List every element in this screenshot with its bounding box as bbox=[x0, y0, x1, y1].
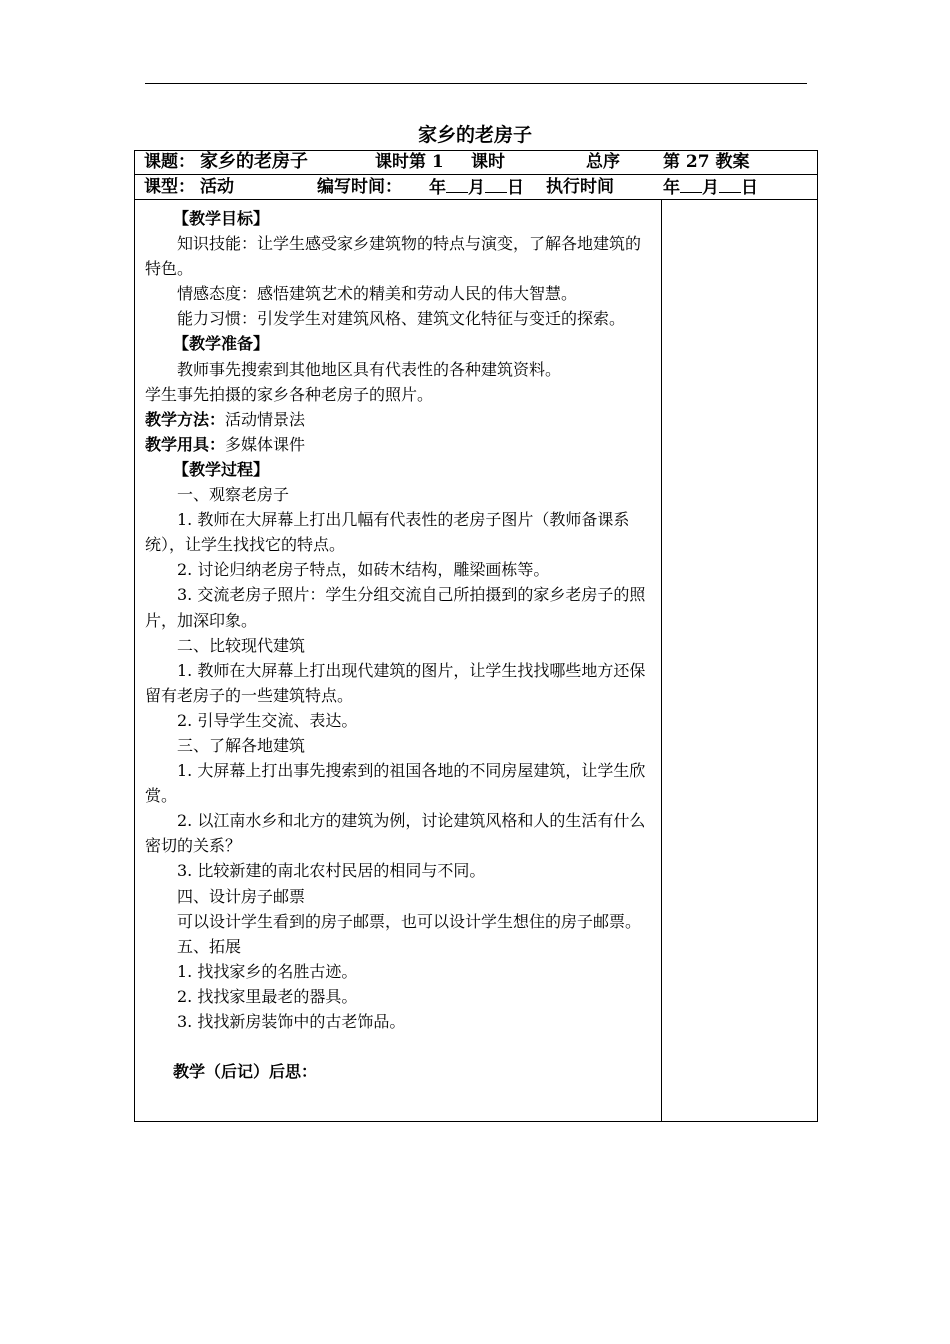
section-4-item-1: 可以设计学生看到的房子邮票，也可以设计学生想住的房子邮票。 bbox=[177, 911, 642, 931]
section-3-item-3: 3. 比较新建的南北农村民居的相同与不同。 bbox=[177, 861, 486, 881]
method-label: 教学方法： bbox=[145, 409, 226, 429]
prep-teacher: 教师事先搜索到其他地区具有代表性的各种建筑资料。 bbox=[177, 359, 562, 379]
section-3-item-1: 1. 大屏幕上打出事先搜索到的祖国各地的不同房屋建筑，让学生欣赏。 bbox=[145, 761, 646, 806]
goal-heading: 【教学目标】 bbox=[173, 209, 270, 228]
lesson-plan-table bbox=[134, 150, 818, 1122]
tools-value: 多媒体课件 bbox=[225, 434, 306, 454]
lesson-number: 课时第 1 bbox=[375, 152, 444, 172]
section-5-item-2: 2. 找找家里最老的器具。 bbox=[177, 986, 358, 1006]
section-1-item-1: 1. 教师在大屏幕上打出几幅有代表性的老房子图片（教师备课系统），让学生找找它的特点。 bbox=[145, 510, 630, 555]
prep-heading: 【教学准备】 bbox=[173, 334, 270, 354]
write-date-field bbox=[429, 176, 524, 199]
section-5-title: 五、拓展 bbox=[177, 936, 242, 956]
exec-date-field bbox=[663, 176, 758, 199]
tools-line bbox=[145, 432, 655, 457]
section-2-item-2: 2. 引导学生交流、表达。 bbox=[177, 710, 358, 730]
section-2-title: 二、比较现代建筑 bbox=[177, 635, 306, 655]
exec-month-blank bbox=[680, 176, 702, 193]
section-1-item-3: 3. 交流老房子照片：学生分组交流自己所拍摄到的家乡老房子的照片，加深印象。 bbox=[145, 585, 646, 630]
section-1-item-2: 2. 讨论归纳老房子特点，如砖木结构，雕梁画栋等。 bbox=[177, 560, 550, 580]
write-day-blank bbox=[485, 176, 507, 193]
process-heading: 【教学过程】 bbox=[173, 459, 270, 479]
document-title: 家乡的老房子 bbox=[417, 124, 532, 146]
exec-day: 日 bbox=[741, 178, 758, 198]
write-month: 月 bbox=[468, 178, 485, 198]
section-3-title: 三、了解各地建筑 bbox=[177, 735, 306, 755]
method-line bbox=[145, 407, 655, 432]
lesson-unit: 课时 bbox=[471, 152, 505, 172]
header-rule bbox=[145, 83, 807, 84]
tools-label: 教学用具： bbox=[145, 434, 226, 454]
row-divider-1 bbox=[135, 174, 817, 175]
column-divider bbox=[661, 200, 662, 1121]
write-day: 日 bbox=[507, 178, 524, 198]
type-label: 课型： bbox=[144, 177, 195, 197]
prep-student: 学生事先拍摄的家乡各种老房子的照片。 bbox=[145, 384, 434, 404]
reflection-label: 教学（后记）后思： bbox=[173, 1062, 318, 1082]
section-4-title: 四、设计房子邮票 bbox=[177, 886, 306, 906]
goal-knowledge: 知识技能：让学生感受家乡建筑物的特点与演变，了解各地建筑的特色。 bbox=[145, 234, 642, 279]
write-year: 年 bbox=[429, 178, 446, 198]
plan-number: 第 27 教案 bbox=[663, 152, 750, 172]
lesson-content bbox=[145, 206, 655, 1084]
topic-value: 家乡的老房子 bbox=[200, 151, 308, 172]
exec-year: 年 bbox=[663, 178, 680, 198]
blank-line bbox=[145, 1034, 655, 1059]
section-5-item-1: 1. 找找家乡的名胜古迹。 bbox=[177, 961, 358, 981]
exec-day-blank bbox=[719, 176, 741, 193]
total-sequence-label: 总序 bbox=[586, 152, 620, 172]
write-month-blank bbox=[446, 176, 468, 193]
section-2-item-1: 1. 教师在大屏幕上打出现代建筑的图片，让学生找找哪些地方还保留有老房子的一些建筑特点。 bbox=[145, 660, 646, 705]
exec-time-label: 执行时间 bbox=[546, 177, 614, 197]
method-value: 活动情景法 bbox=[225, 409, 306, 429]
topic-label: 课题： bbox=[144, 152, 195, 172]
row-divider-2 bbox=[135, 199, 817, 200]
goal-ability: 能力习惯：引发学生对建筑风格、建筑文化特征与变迁的探索。 bbox=[177, 309, 626, 329]
exec-month: 月 bbox=[702, 178, 719, 198]
goal-emotion: 情感态度：感悟建筑艺术的精美和劳动人民的伟大智慧。 bbox=[177, 284, 578, 304]
section-5-item-3: 3. 找找新房装饰中的古老饰品。 bbox=[177, 1012, 406, 1031]
write-time-label: 编写时间： bbox=[317, 177, 402, 197]
section-1-title: 一、观察老房子 bbox=[177, 485, 290, 505]
section-3-item-2: 2. 以江南水乡和北方的建筑为例，讨论建筑风格和人的生活有什么密切的关系？ bbox=[145, 811, 646, 856]
type-value: 活动 bbox=[200, 177, 234, 197]
